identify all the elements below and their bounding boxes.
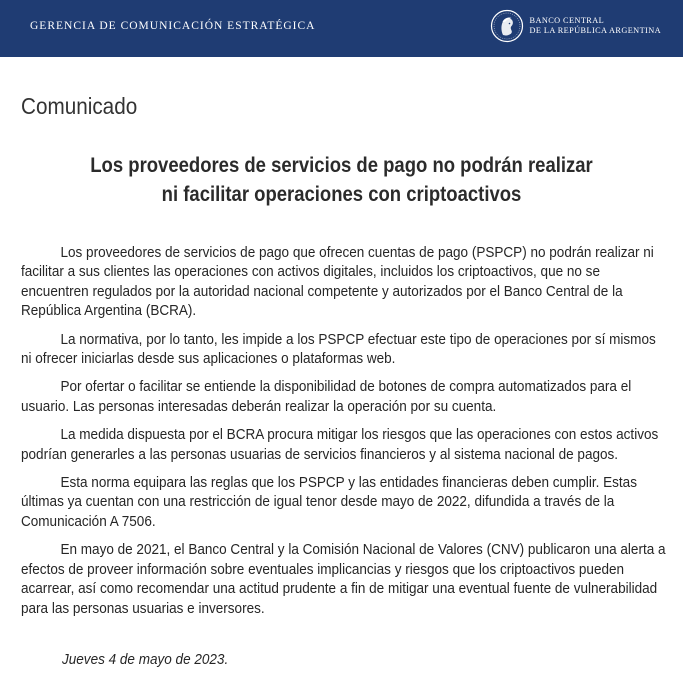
- date-line: Jueves 4 de mayo de 2023.: [62, 652, 229, 668]
- paragraph: La medida dispuesta por el BCRA procura mitigar los riesgos que las operaciones con estos activos podrían generarles a las personas usuarias de servicios financieros y al sistema nacional de pagos.: [21, 427, 659, 463]
- department-title: GERENCIA DE COMUNICACIÓN ESTRATÉGICA: [30, 19, 316, 32]
- headline-line-1: Los proveedores de servicios de pago no podrán realizar: [90, 153, 593, 177]
- header-bar: [0, 0, 683, 57]
- bank-name: [530, 16, 661, 36]
- paragraph: Esta norma equipara las reglas que los PSPCP y las entidades financieras deben cumplir. Estas últimas ya cuentan con una restricción de igual tenor desde mayo de 2022, difundida a través de la Comunicación A 7506.: [21, 475, 637, 530]
- bank-logo: [490, 9, 661, 43]
- bcra-seal-icon: [490, 9, 524, 43]
- document-type-label: Comunicado: [21, 93, 138, 119]
- bank-name-line1: BANCO CENTRAL: [529, 15, 605, 25]
- paragraph: La normativa, por lo tanto, les impide a los PSPCP efectuar este tipo de operaciones por sí mismos ni ofrecer iniciarlas desde sus aplicaciones o plataformas web.: [21, 331, 656, 368]
- headline: [0, 151, 683, 209]
- body-text: [21, 244, 666, 628]
- paragraph: Por ofertar o facilitar se entiende la disponibilidad de botones de compra automatizados para el usuario. Las personas interesadas deberán realizar la operación por su cuenta.: [21, 379, 632, 415]
- bank-name-line2: DE LA REPÚBLICA ARGENTINA: [529, 25, 661, 35]
- paragraph: En mayo de 2021, el Banco Central y la Comisión Nacional de Valores (CNV) publicaron una alerta a efectos de proveer información sobre eventuales implicancias y riesgos que los criptoactivos pueden acarrear, así como recomendar una actitud prudente a fin de mitigar una eventual fuente de vulnerabilidad para las personas usuarias e inversores.: [21, 542, 666, 617]
- headline-line-2: ni facilitar operaciones con criptoactivos: [161, 182, 522, 206]
- paragraph: Los proveedores de servicios de pago que ofrecen cuentas de pago (PSPCP) no podrán realizar ni facilitar a sus clientes las operaciones con activos digitales, incluidos los criptoactivos, que no se encuentren regulados por la autoridad nacional competente y autorizados por el Banco Central de la República Argentina (BCRA).: [21, 245, 654, 320]
